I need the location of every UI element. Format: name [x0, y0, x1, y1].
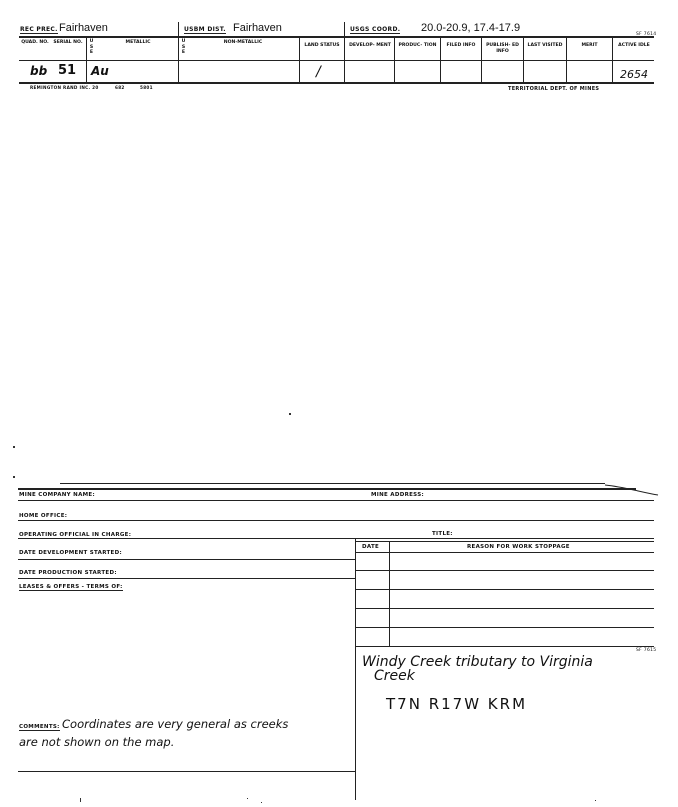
published-info-header: PUBLISH- ED INFO [486, 43, 519, 54]
mine-address-label: MINE ADDRESS: [371, 492, 424, 498]
bottom-form-number: SF 7615 [636, 648, 657, 653]
township-range: T7N R17W KRM [386, 695, 528, 713]
usbm-dist-value: Fairhaven [233, 22, 282, 34]
card-number: 2654 [620, 68, 648, 81]
location-note-line1: Windy Creek tributary to Virginia [362, 654, 593, 670]
stray-mark [80, 798, 81, 802]
date-development-label: DATE DEVELOPMENT STARTED: [19, 550, 122, 556]
usgs-coord-label: USGS COORD. [350, 26, 401, 33]
title-label: TITLE: [432, 531, 453, 537]
top-form-number: SF 7614 [636, 32, 657, 37]
printer-code-1: 682 [115, 85, 125, 90]
usgs-coord-value: 20.0-20.9, 17.4-17.9 [421, 22, 521, 34]
merit-header: MERIT [581, 43, 598, 48]
stray-mark [289, 413, 291, 415]
date-column-header: DATE [362, 544, 380, 550]
comments-label: COMMENTS: [19, 724, 60, 730]
serial-value: 51 [58, 63, 77, 78]
operating-official-label: OPERATING OFFICIAL IN CHARGE: [19, 532, 132, 538]
printer-code-2: 5801 [140, 85, 153, 90]
card-edge-curve [600, 482, 660, 498]
comments-line1: Coordinates are very general as creeks [62, 717, 289, 731]
filed-info-header: FILED INFO [446, 43, 476, 48]
quad-value: bb [30, 64, 48, 78]
quad-no-header: QUAD. NO. [21, 40, 49, 45]
production-header: PRODUC- TION [398, 43, 437, 48]
stray-mark [261, 802, 262, 803]
non-metallic-header: NON-METALLIC [223, 40, 263, 45]
stray-mark [13, 446, 15, 448]
use-header-1: U S E [89, 39, 94, 55]
mine-company-label: MINE COMPANY NAME: [19, 492, 95, 498]
active-idle-header: ACTIVE IDLE [618, 43, 650, 48]
land-status-mark: / [316, 64, 321, 80]
serial-no-header: SERIAL NO. [53, 40, 83, 45]
date-production-label: DATE PRODUCTION STARTED: [19, 570, 117, 576]
development-header: DEVELOP- MENT [349, 43, 391, 48]
last-visited-header: LAST VISITED [527, 43, 563, 48]
use-header-2: U S E [181, 39, 186, 55]
department-label: TERRITORIAL DEPT. OF MINES [508, 86, 600, 92]
printer-line: REMINGTON RAND INC. 20 [30, 85, 99, 90]
land-status-header: LAND STATUS [304, 43, 340, 48]
rec-prec-label: REC PREC. [20, 26, 58, 33]
stray-mark [13, 476, 15, 478]
home-office-label: HOME OFFICE: [19, 513, 68, 519]
leases-offers-label: LEASES & OFFERS - TERMS OF: [19, 584, 123, 590]
metallic-header: METALLIC [125, 40, 151, 45]
location-note-line2: Creek [374, 668, 415, 684]
rec-prec-value: Fairhaven [59, 22, 108, 34]
stray-mark [247, 798, 248, 799]
reason-column-header: REASON FOR WORK STOPPAGE [467, 544, 570, 550]
metallic-value: Au [91, 64, 109, 78]
stray-mark [595, 800, 596, 801]
usbm-dist-label: USBM DIST. [184, 26, 226, 33]
comments-line2: are not shown on the map. [19, 735, 175, 749]
